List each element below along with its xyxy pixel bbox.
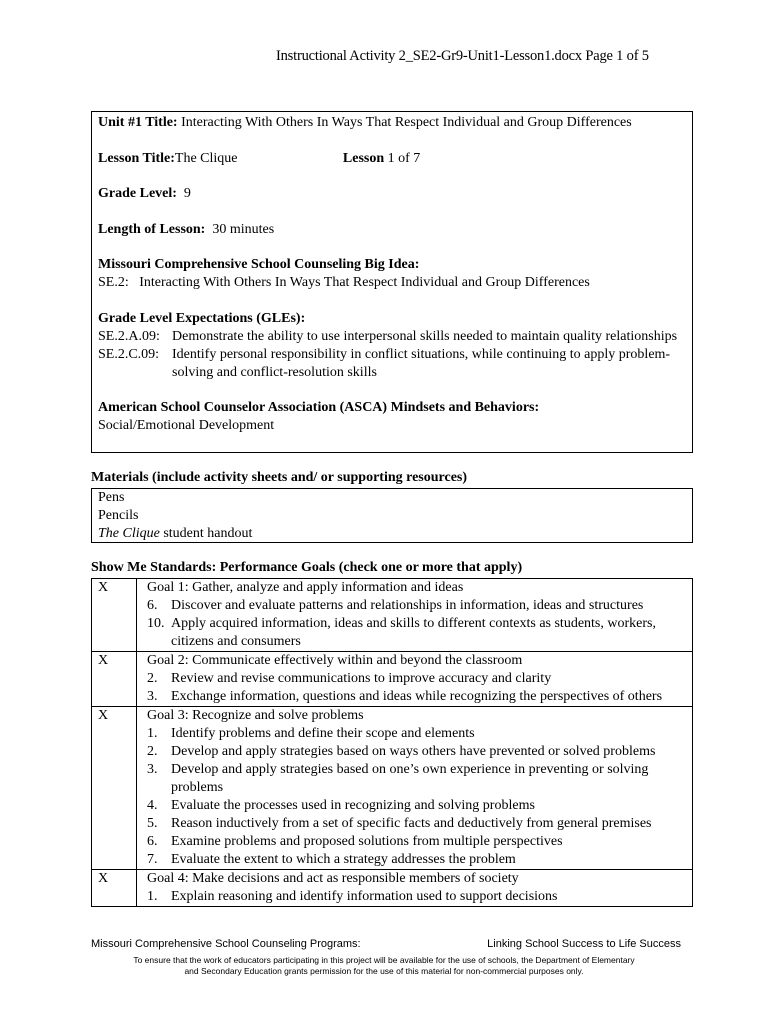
gle-text: Demonstrate the ability to use interpersonal skills needed to maintain quality relationships [172,328,678,344]
footer-note-line: and Secondary Education grants permission for the use of this material for non-commercial purposes only. [184,966,584,976]
footer-note [84,955,684,977]
goal-row [92,579,693,652]
goal-item [147,761,692,797]
gle-code: SE.2.A.09: [98,328,160,344]
goal-check-mark: X [92,707,137,870]
handout-title: The Clique [98,526,160,541]
unit-title-value: Interacting With Others In Ways That Respect Individual and Group Differences [177,115,632,130]
goal-item-number: 4. [147,798,158,813]
goal-item-text: Explain reasoning and identify information used to support decisions [171,889,558,904]
goal-item-text: Reason inductively from a set of specific facts and deductively from general premises [171,816,652,831]
goals-table-body [92,579,693,907]
goal-item-text: Exchange information, questions and ideas while recognizing the perspectives of others [171,689,663,704]
goal-title: Goal 3: Recognize and solve problems [147,708,364,723]
goal-item-number: 1. [147,726,158,741]
goal-item [147,888,692,906]
lesson-title-label: Lesson Title: [98,150,175,166]
goal-item-text: Apply acquired information, ideas and skills to different contexts as students, workers, citizens and consumers [171,616,656,649]
footer-note-line: To ensure that the work of educators participating in this project will be available for the use of schools, the Department of Elementary [133,955,635,965]
goal-item-text: Examine problems and proposed solutions from multiple perspectives [171,834,563,849]
footer-right: Linking School Success to Life Success [487,938,681,950]
grade-level-value: 9 [176,186,191,201]
goal-item [147,797,692,815]
goal-content [137,579,693,652]
lesson-title-value: The Clique [174,150,238,166]
handout-rest: student handout [159,526,253,541]
goal-item-number: 3. [147,689,158,704]
goal-item-number: 6. [147,598,158,613]
materials-title: Materials (include activity sheets and/ or supporting resources) [91,470,468,485]
goal-item-number: 1. [147,889,158,904]
lesson-length-label: Length of Lesson: [98,221,206,237]
goal-check-mark: X [92,870,137,907]
goal-item-number: 3. [147,762,158,777]
big-idea-value: SE.2: Interacting With Others In Ways That Respect Individual and Group Differences [98,275,590,290]
goal-item-number: 2. [147,744,158,759]
goal-item [147,670,692,688]
goal-item [147,815,692,833]
goal-item-text: Develop and apply strategies based on one’s own experience in preventing or solving problems [171,762,649,795]
gle-text: Identify personal responsibility in conflict situations, while continuing to apply problem-solving and conflict-resolution skills [172,346,671,380]
goal-title: Goal 4: Make decisions and act as responsible members of society [147,871,519,886]
lesson-number-value: 1 of 7 [384,150,421,166]
goal-item-number: 2. [147,671,158,686]
goal-row [92,707,693,870]
goal-item [147,743,692,761]
goal-item-text: Identify problems and define their scope and elements [171,726,475,741]
footer-bar [91,938,681,950]
material-item: Pencils [98,508,139,523]
grade-level-label: Grade Level: [98,186,177,201]
goal-item-number: 10. [147,616,165,631]
goal-title: Goal 2: Communicate effectively within and beyond the classroom [147,653,523,668]
goal-item [147,688,692,706]
goal-item-text: Develop and apply strategies based on ways others have prevented or solved problems [171,744,656,759]
goal-item [147,725,692,743]
goal-item-text: Discover and evaluate patterns and relationships in information, ideas and structures [171,598,644,613]
goal-item [147,615,692,651]
goal-item-number: 7. [147,852,158,867]
asca-label: American School Counselor Association (ASCA) Mindsets and Behaviors: [98,400,540,415]
lesson-length-value: 30 minutes [205,221,275,237]
unit-title-label: Unit #1 Title: [98,115,178,130]
goal-check-mark: X [92,652,137,707]
material-item: Pens [98,490,125,505]
gle-code: SE.2.C.09: [98,346,160,362]
goal-item [147,597,692,615]
big-idea-label: Missouri Comprehensive School Counseling Big Idea: [98,257,420,272]
goal-item-text: Review and revise communications to improve accuracy and clarity [171,671,552,686]
goal-row [92,870,693,907]
goal-item-number: 5. [147,816,158,831]
goal-row [92,652,693,707]
goal-item-number: 6. [147,834,158,849]
footer-left: Missouri Comprehensive School Counseling Programs: [91,938,361,950]
goal-check-mark: X [92,579,137,652]
goal-title: Goal 1: Gather, analyze and apply information and ideas [147,580,464,595]
goal-content [137,707,693,870]
goal-content [137,652,693,707]
lesson-number-label: Lesson [342,150,385,166]
goal-item [147,833,692,851]
goal-item [147,851,692,869]
gle-label: Grade Level Expectations (GLEs): [98,310,306,326]
standards-title: Show Me Standards: Performance Goals (check one or more that apply) [91,560,523,575]
goal-content [137,870,693,907]
goal-item-text: Evaluate the processes used in recognizing and solving problems [171,798,535,813]
goals-table [91,578,693,907]
page-header: Instructional Activity 2_SE2-Gr9-Unit1-Lesson1.docx Page 1 of 5 [276,48,649,64]
asca-value: Social/Emotional Development [98,418,275,433]
goal-item-text: Evaluate the extent to which a strategy addresses the problem [171,852,516,867]
